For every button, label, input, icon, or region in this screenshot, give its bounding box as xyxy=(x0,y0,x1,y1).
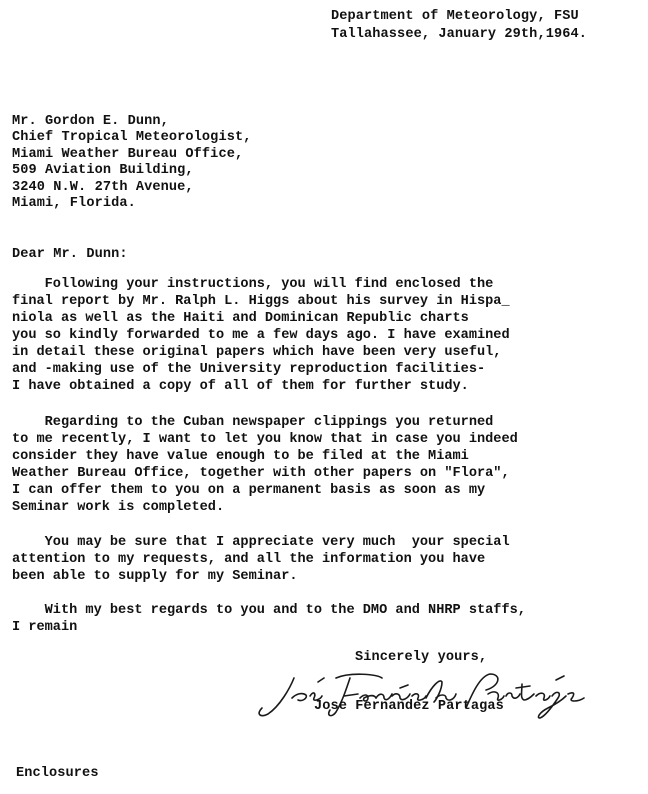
typed-signature-name: Jose Fernandez Partagas xyxy=(314,699,504,714)
handwritten-signature xyxy=(250,668,590,724)
body-line: Following your instructions, you will find enclosed the xyxy=(12,277,494,292)
body-line: final report by Mr. Ralph L. Higgs about his survey in Hispa_ xyxy=(12,294,510,309)
letterhead-department: Department of Meteorology, FSU xyxy=(331,9,579,24)
body-line: consider they have value enough to be filed at the Miami xyxy=(12,449,469,464)
body-line: niola as well as the Haiti and Dominican Republic charts xyxy=(12,311,469,326)
body-line: and -making use of the University reproduction facilities- xyxy=(12,362,486,377)
letterhead-place-date: Tallahassee, January 29th,1964. xyxy=(331,27,587,42)
addressee-line: 509 Aviation Building, xyxy=(12,163,194,178)
enclosures-note: Enclosures xyxy=(16,766,99,781)
body-line: I remain xyxy=(12,620,78,635)
body-line: attention to my requests, and all the information you have xyxy=(12,552,486,567)
body-line: Regarding to the Cuban newspaper clippings you returned xyxy=(12,415,494,430)
addressee-line: Miami, Florida. xyxy=(12,196,136,211)
body-line: been able to supply for my Seminar. xyxy=(12,569,298,584)
addressee-line: Miami Weather Bureau Office, xyxy=(12,147,244,162)
salutation: Dear Mr. Dunn: xyxy=(12,247,128,262)
body-line: Seminar work is completed. xyxy=(12,500,225,515)
closing: Sincerely yours, xyxy=(355,650,488,665)
body-line: you so kindly forwarded to me a few days ago. I have examined xyxy=(12,328,510,343)
addressee-line: Chief Tropical Meteorologist, xyxy=(12,130,252,145)
addressee-line: 3240 N.W. 27th Avenue, xyxy=(12,180,194,195)
addressee-line: Mr. Gordon E. Dunn, xyxy=(12,114,169,129)
body-line: Weather Bureau Office, together with other papers on "Flora", xyxy=(12,466,510,481)
body-line: I have obtained a copy of all of them for further study. xyxy=(12,379,469,394)
body-line: You may be sure that I appreciate very much your special xyxy=(12,535,510,550)
body-line: to me recently, I want to let you know that in case you indeed xyxy=(12,432,518,447)
body-line: With my best regards to you and to the DMO and NHRP staffs, xyxy=(12,603,526,618)
body-line: I can offer them to you on a permanent basis as soon as my xyxy=(12,483,486,498)
body-line: in detail these original papers which have been very useful, xyxy=(12,345,502,360)
